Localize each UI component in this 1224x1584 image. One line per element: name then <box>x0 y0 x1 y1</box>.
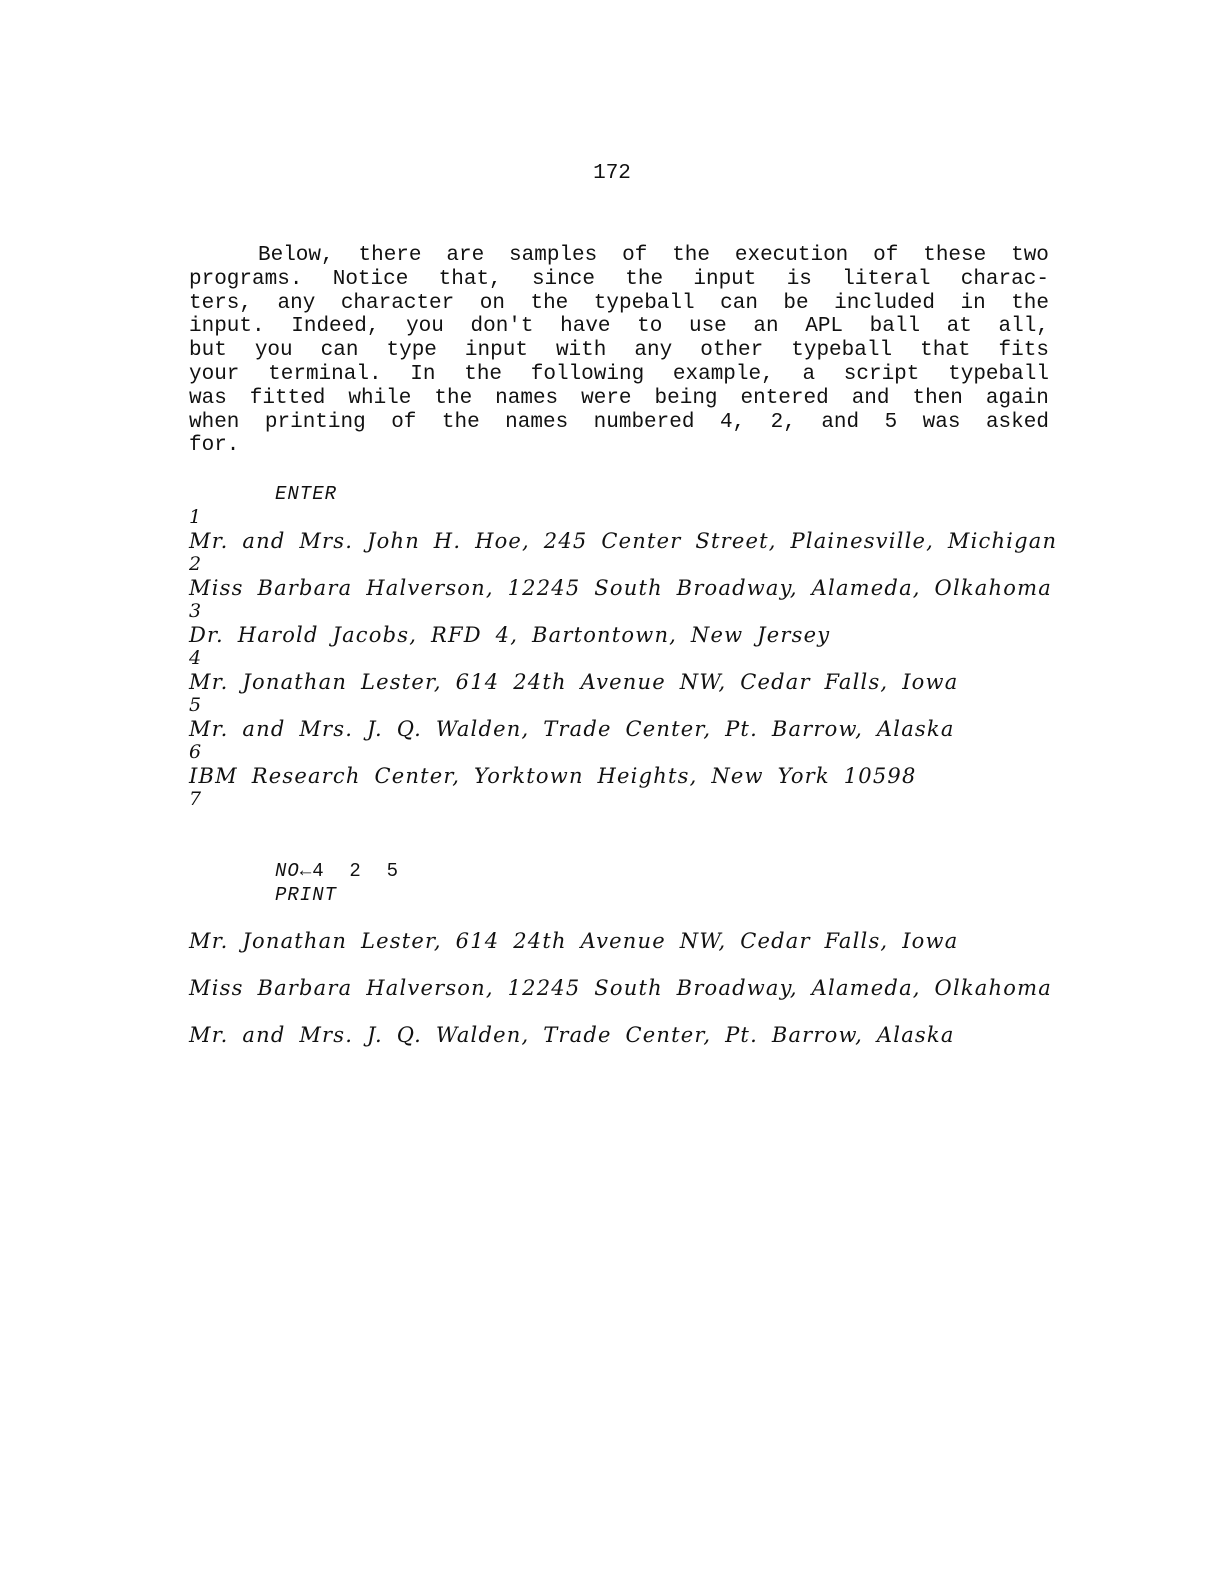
paragraph-word: that, <box>438 267 502 291</box>
paragraph-word: your <box>189 362 240 386</box>
paragraph-word: ball <box>869 315 921 339</box>
paragraph-word: an <box>753 315 779 339</box>
paragraph-word: literal <box>842 267 931 291</box>
paragraph-word: don't <box>470 315 534 339</box>
entry-name-line: Mr. and Mrs. J. Q. Walden, Trade Center, Pt. Barrow, Alaska <box>189 717 955 741</box>
entry-prompt-number: 1 <box>189 506 202 528</box>
paragraph-word: charac- <box>960 267 1049 291</box>
paragraph-word: but <box>189 339 227 363</box>
paragraph-word: there <box>358 244 422 267</box>
paragraph-line <box>189 363 1049 387</box>
paragraph-word: use <box>688 315 727 339</box>
paragraph-word: when <box>189 410 240 434</box>
paragraph-line <box>189 292 1049 316</box>
paragraph-word: you <box>406 315 444 339</box>
body-paragraph <box>189 244 1049 458</box>
paragraph-word: typeball <box>948 362 1049 386</box>
paragraph-word: following <box>530 362 645 386</box>
entry-name-line: Dr. Harold Jacobs, RFD 4, Bartontown, New Jersey <box>189 623 831 647</box>
paragraph-word: was <box>189 386 227 410</box>
paragraph-word: other <box>700 339 764 363</box>
paragraph-word: then <box>912 386 963 410</box>
paragraph-word: input <box>693 267 757 291</box>
paragraph-word: since <box>531 267 595 291</box>
entry-prompt-number: 2 <box>189 553 202 575</box>
paragraph-word: the <box>441 410 480 434</box>
entry-prompt-number: 4 <box>189 647 202 669</box>
paragraph-word: are <box>446 244 485 267</box>
paragraph-word: again <box>985 386 1049 410</box>
paragraph-word: type <box>386 339 437 363</box>
entry-prompt-number: 3 <box>189 600 202 622</box>
paragraph-word: fits <box>998 339 1049 363</box>
paragraph-line <box>189 244 1049 268</box>
paragraph-word: names <box>495 386 559 410</box>
paragraph-word: and <box>821 410 860 434</box>
paragraph-line <box>189 434 1049 458</box>
paragraph-word: at <box>946 315 972 339</box>
paragraph-word: two <box>1011 244 1049 267</box>
paragraph-word: of <box>622 244 648 267</box>
paragraph-word: included <box>834 291 935 315</box>
paragraph-word: fitted <box>249 386 326 410</box>
entry-prompt-number: 5 <box>189 694 202 716</box>
paragraph-word: all, <box>998 315 1049 339</box>
paragraph-word: ters, <box>189 291 253 315</box>
paragraph-word: typeball <box>593 291 695 315</box>
paragraph-word: be <box>783 291 809 315</box>
entry-prompt-number: 6 <box>189 741 202 763</box>
paragraph-line <box>189 411 1049 435</box>
paragraph-word: can <box>720 291 758 315</box>
assign-values: 4 2 5 <box>312 860 400 882</box>
paragraph-word: programs. <box>189 267 303 291</box>
paragraph-line <box>189 339 1049 363</box>
printed-name-line: Mr. Jonathan Lester, 614 24th Avenue NW, Cedar Falls, Iowa <box>189 929 959 953</box>
printed-name-line: Mr. and Mrs. J. Q. Walden, Trade Center, Pt. Barrow, Alaska <box>189 1023 955 1047</box>
paragraph-word: numbered <box>593 410 695 434</box>
paragraph-word: 4, <box>719 410 746 434</box>
paragraph-word: while <box>348 386 412 410</box>
assign-variable: NO <box>275 860 300 882</box>
printed-name-line: Miss Barbara Halverson, 12245 South Broadway, Alameda, Olkahoma <box>189 976 1052 1000</box>
entry-name-line: Mr. Jonathan Lester, 614 24th Avenue NW, Cedar Falls, Iowa <box>189 670 959 694</box>
paragraph-word: character <box>340 291 455 315</box>
paragraph-word: In <box>410 362 436 386</box>
entry-name-line: Miss Barbara Halverson, 12245 South Broadway, Alameda, Olkahoma <box>189 576 1052 600</box>
paragraph-word: asked <box>985 410 1049 434</box>
paragraph-word: the <box>625 267 664 291</box>
paragraph-word: entered <box>740 386 829 410</box>
paragraph-word: input. <box>189 315 265 339</box>
page-number: 172 <box>593 162 631 185</box>
paragraph-word: with <box>555 339 607 363</box>
paragraph-word: for. <box>189 434 240 458</box>
paragraph-word: the <box>1011 291 1049 315</box>
paragraph-word: being <box>654 386 718 410</box>
paragraph-word: is <box>786 267 812 291</box>
paragraph-line <box>189 268 1049 292</box>
paragraph-word: a <box>802 362 816 386</box>
paragraph-word: execution <box>734 244 849 267</box>
paragraph-word: the <box>464 362 503 386</box>
paragraph-word: these <box>923 244 987 267</box>
print-command: PRINT <box>275 884 338 906</box>
enter-command: ENTER <box>275 483 338 505</box>
paragraph-word: 2, <box>770 410 796 434</box>
assign-command <box>275 860 399 882</box>
paragraph-word: that <box>920 339 971 363</box>
paragraph-word: the <box>530 291 569 315</box>
assign-arrow: ← <box>299 860 313 882</box>
paragraph-word: terminal. <box>268 362 382 386</box>
paragraph-word: on <box>479 291 505 315</box>
paragraph-word: you <box>254 339 293 363</box>
paragraph-word: typeball <box>791 339 893 363</box>
paragraph-word: example, <box>672 362 774 386</box>
paragraph-word: Notice <box>332 267 409 291</box>
paragraph-word: printing <box>264 410 366 434</box>
paragraph-word: Below, <box>258 244 334 267</box>
paragraph-word: APL <box>805 315 844 339</box>
paragraph-line <box>189 315 1049 339</box>
paragraph-word: the <box>672 244 710 267</box>
entry-name-line: Mr. and Mrs. John H. Hoe, 245 Center Street, Plainesville, Michigan <box>189 529 1058 553</box>
paragraph-word: of <box>873 244 899 267</box>
paragraph-word: to <box>637 315 663 339</box>
paragraph-word: the <box>434 386 473 410</box>
entry-name-line: IBM Research Center, Yorktown Heights, New York 10598 <box>189 764 917 788</box>
paragraph-word: any <box>634 339 673 363</box>
entry-prompt-number: 7 <box>189 788 202 810</box>
paragraph-word: 5 <box>884 410 898 434</box>
paragraph-word: were <box>581 386 632 410</box>
paragraph-word: any <box>277 291 316 315</box>
paragraph-word: and <box>851 386 890 410</box>
paragraph-line <box>189 387 1049 411</box>
paragraph-word: was <box>922 410 961 434</box>
paragraph-word: of <box>391 410 417 434</box>
paragraph-word: have <box>560 315 611 339</box>
paragraph-word: Indeed, <box>291 315 380 339</box>
paragraph-word: input <box>464 339 528 363</box>
paragraph-word: names <box>505 410 569 434</box>
paragraph-word: samples <box>509 244 598 267</box>
paragraph-word: in <box>960 291 986 315</box>
paragraph-word: script <box>843 362 920 386</box>
paragraph-word: can <box>320 339 359 363</box>
